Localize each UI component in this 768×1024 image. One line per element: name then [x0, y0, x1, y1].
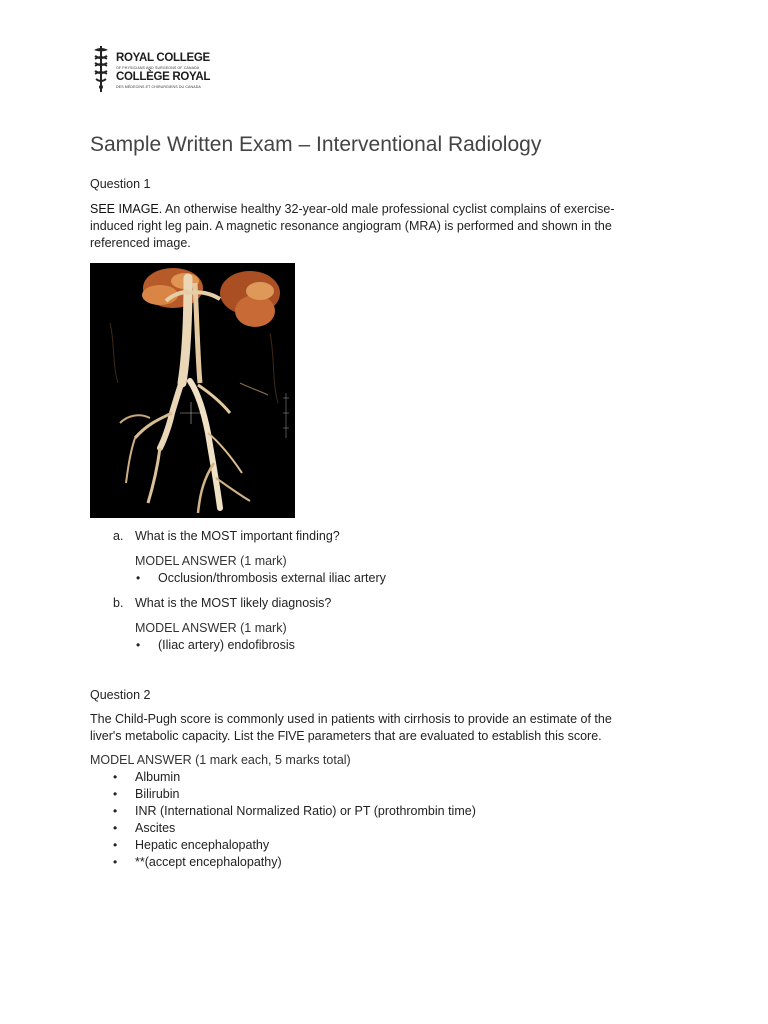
q1-item-b-question: What is the MOST likely diagnosis? — [135, 596, 332, 610]
bullet-icon: • — [113, 821, 118, 835]
q2-model-answer-label: MODEL ANSWER (1 mark each, 5 marks total) — [90, 753, 351, 767]
q1-item-b-answer: (Iliac artery) endofibrosis — [158, 638, 295, 652]
question-1-line-3: referenced image. — [90, 236, 191, 250]
bullet-icon: • — [113, 804, 118, 818]
q2-answer-text: Hepatic encephalopathy — [135, 838, 270, 852]
question-2-line-2-post: parameters that are evaluated to establish this score. — [304, 729, 602, 743]
q1-item-a-answer: Occlusion/thrombosis external iliac artery — [158, 571, 386, 585]
royal-college-logo — [90, 44, 220, 94]
mra-angiogram-image — [90, 263, 295, 518]
caduceus-icon — [90, 44, 112, 94]
see-image-label: SEE IMAGE. — [90, 202, 163, 216]
logo-subtext-english: OF PHYSICIANS AND SURGEONS OF CANADA — [116, 66, 200, 70]
q1-item-b-model-answer-label: MODEL ANSWER (1 mark) — [135, 621, 287, 635]
bullet-icon: • — [113, 838, 118, 852]
question-1-line-1 — [90, 201, 650, 218]
q2-answer-text: Ascites — [135, 821, 176, 835]
logo-text-french: COLLÈGE ROYAL — [116, 71, 211, 83]
q2-answer-text: INR (International Normalized Ratio) or PT (prothrombin time) — [135, 804, 476, 818]
bullet-icon: • — [113, 787, 118, 801]
logo-subtext-french: DES MÉDECINS ET CHIRURGIENS DU CANADA — [116, 85, 201, 89]
question-2-stem — [90, 711, 650, 745]
q2-answer-text: Bilirubin — [135, 787, 180, 801]
q1-item-a-letter: a. — [113, 529, 124, 543]
question-1-stem — [90, 201, 650, 252]
q1-item-a-question: What is the MOST important finding? — [135, 529, 340, 543]
question-1-line-1-rest: An otherwise healthy 32-year-old male professional cyclist complains of exercise- — [162, 202, 615, 216]
q1-item-b-letter: b. — [113, 596, 124, 610]
q1-item-a-model-answer-label: MODEL ANSWER (1 mark) — [135, 554, 287, 568]
question-1-line-2: induced right leg pain. A magnetic resonance angiogram (MRA) is performed and shown in the — [90, 219, 612, 233]
question-2-line-2 — [90, 728, 650, 745]
bullet-icon: • — [113, 770, 118, 784]
question-2-heading: Question 2 — [90, 688, 151, 702]
question-1-heading: Question 1 — [90, 177, 151, 191]
q2-answer-text: Albumin — [135, 770, 181, 784]
q2-answer-text: **(accept encephalopathy) — [135, 855, 282, 869]
logo-text-english: ROYAL COLLEGE — [116, 52, 210, 64]
bullet-icon: • — [136, 571, 141, 585]
bullet-icon: • — [136, 638, 141, 652]
bullet-icon: • — [113, 855, 118, 869]
page-title: Sample Written Exam – Interventional Radiology — [90, 133, 542, 156]
question-2-line-1: The Child-Pugh score is commonly used in patients with cirrhosis to provide an estimate of the — [90, 712, 612, 726]
question-2-line-2-pre: liver's metabolic capacity. List the — [90, 729, 278, 743]
question-2-emphasis: FIVE — [277, 729, 305, 743]
